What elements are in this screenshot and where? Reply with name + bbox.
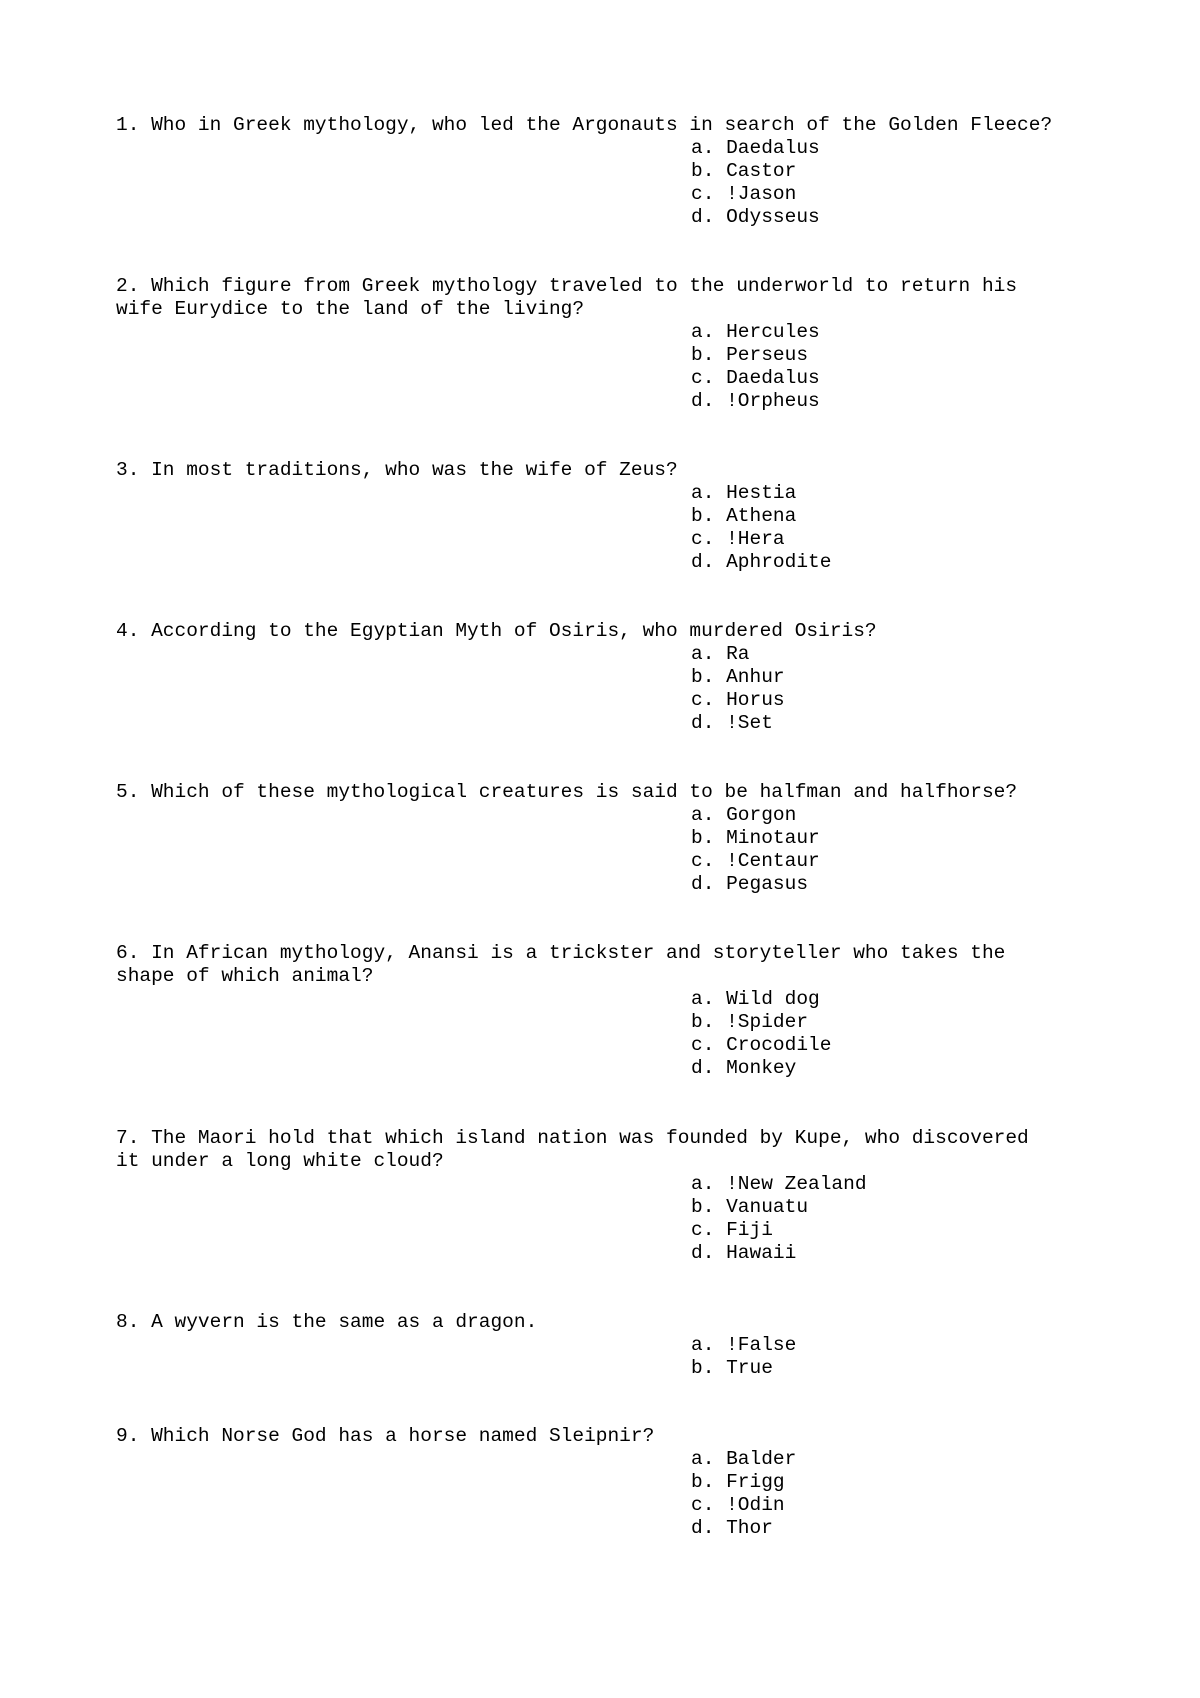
question-2 [116,275,1116,413]
question-text: 3. In most traditions, who was the wife of Zeus? [116,459,678,481]
question-6 [116,942,1116,1080]
answer-option: a. Hercules [691,321,820,343]
answer-option: b. !Spider [691,1011,809,1033]
answer-option: c. Horus [691,689,785,711]
answer-options [116,321,1116,413]
answer-option: a. Ra [691,643,750,665]
answer-option: c. Crocodile [691,1034,832,1056]
answer-option: b. Castor [691,160,797,182]
answer-option: c. !Centaur [691,850,820,872]
answer-option: b. True [691,1357,773,1379]
answer-option: c. !Odin [691,1494,785,1516]
answer-option: a. Hestia [691,482,797,504]
question-8 [116,1311,1116,1380]
answer-option: b. Minotaur [691,827,820,849]
answer-option: d. Thor [691,1517,773,1539]
answer-option: b. Perseus [691,344,809,366]
answer-options [116,643,1116,735]
answer-option: b. Athena [691,505,797,527]
question-text: 4. According to the Egyptian Myth of Osiris, who murdered Osiris? [116,620,877,642]
answer-option: a. !New Zealand [691,1173,867,1195]
answer-option: c. !Jason [691,183,797,205]
question-text: 1. Who in Greek mythology, who led the Argonauts in search of the Golden Fleece? [116,114,1053,136]
question-text: 8. A wyvern is the same as a dragon. [116,1311,538,1333]
question-9 [116,1425,1116,1540]
question-text: 9. Which Norse God has a horse named Sleipnir? [116,1425,655,1447]
answer-option: a. Balder [691,1448,797,1470]
question-text: 5. Which of these mythological creatures is said to be halfman and halfhorse? [116,781,1018,803]
answer-option: d. Monkey [691,1057,797,1079]
answer-option: d. Aphrodite [691,551,832,573]
answer-option: b. Frigg [691,1471,785,1493]
answer-option: d. Pegasus [691,873,809,895]
answer-option: d. !Orpheus [691,390,820,412]
question-4 [116,620,1116,735]
answer-option: c. Daedalus [691,367,820,389]
answer-option: a. !False [691,1334,797,1356]
answer-option: d. Odysseus [691,206,820,228]
question-5 [116,781,1116,896]
question-text: 7. The Maori hold that which island nation was founded by Kupe, who discovered it under a long white cloud? [116,1127,1029,1172]
answer-option: a. Gorgon [691,804,797,826]
answer-option: a. Daedalus [691,137,820,159]
question-text: 6. In African mythology, Anansi is a trickster and storyteller who takes the shape of which animal? [116,942,1006,987]
answer-option: d. !Set [691,712,773,734]
answer-options [116,482,1116,574]
answer-option: c. Fiji [691,1219,773,1241]
answer-options [116,1173,1116,1265]
question-text: 2. Which figure from Greek mythology traveled to the underworld to return his wife Eurydice to the land of the living? [116,275,1018,320]
answer-options [116,988,1116,1080]
answer-options [116,1448,1116,1540]
answer-options [116,137,1116,229]
question-1 [116,114,1116,229]
answer-options [116,1334,1116,1380]
answer-option: d. Hawaii [691,1242,797,1264]
answer-option: b. Vanuatu [691,1196,809,1218]
answer-option: b. Anhur [691,666,785,688]
answer-option: c. !Hera [691,528,785,550]
answer-options [116,804,1116,896]
answer-option: a. Wild dog [691,988,820,1010]
question-3 [116,459,1116,574]
question-7 [116,1127,1116,1265]
